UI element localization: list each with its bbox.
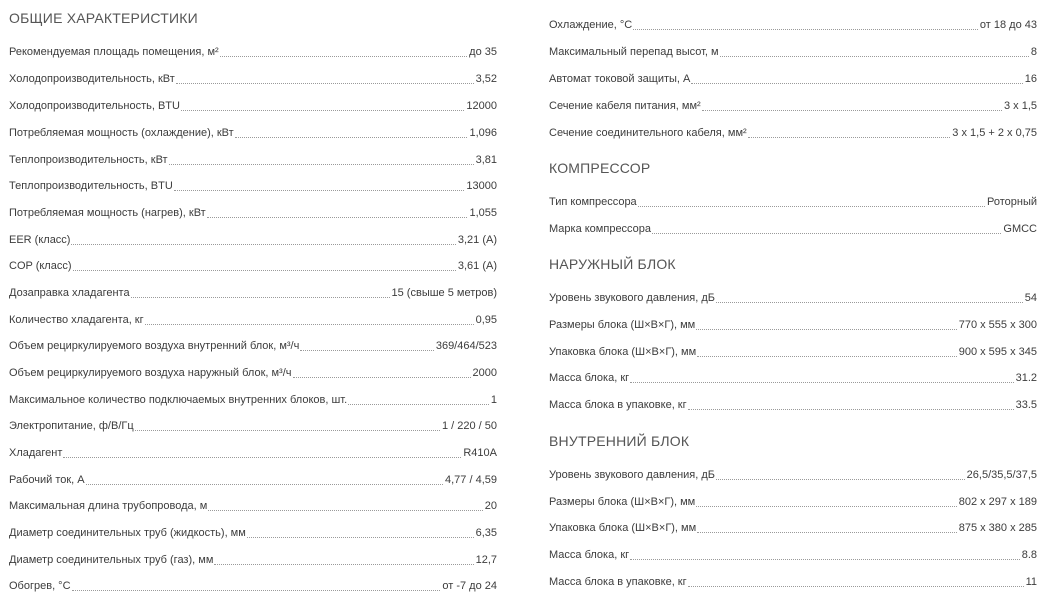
dot-leader	[652, 232, 1001, 234]
spec-row	[9, 471, 497, 487]
spec-value: 8.8	[1021, 549, 1037, 561]
section-title-outdoor-unit: НАРУЖНЫЙ БЛОК	[549, 256, 676, 272]
dot-leader	[638, 205, 985, 207]
spec-row	[9, 551, 497, 567]
spec-label: Размеры блока (Ш×В×Г), мм	[549, 496, 696, 508]
dot-leader	[145, 323, 474, 325]
dot-leader	[300, 349, 433, 351]
spec-row	[9, 204, 497, 220]
spec-label: Объем рециркулируемого воздуха внутренний блок, м³/ч	[9, 340, 300, 352]
dot-leader	[691, 82, 1022, 84]
spec-value: 6,35	[475, 527, 497, 539]
spec-value: 33.5	[1015, 399, 1037, 411]
spec-value: 3 x 1,5	[1003, 100, 1037, 112]
spec-row	[549, 343, 1037, 359]
dot-leader	[696, 505, 956, 507]
spec-row	[549, 124, 1037, 140]
spec-row	[549, 316, 1037, 332]
spec-value: 900 x 595 x 345	[958, 346, 1037, 358]
dot-leader	[71, 243, 455, 245]
spec-value: 16	[1024, 73, 1037, 85]
spec-row	[549, 43, 1037, 59]
spec-row	[9, 151, 497, 167]
spec-label: Уровень звукового давления, дБ	[549, 469, 715, 481]
spec-value: 770 x 555 x 300	[958, 319, 1037, 331]
dot-leader	[207, 216, 468, 218]
spec-label: Масса блока, кг	[549, 372, 630, 384]
spec-label: Объем рециркулируемого воздуха наружный блок, м³/ч	[9, 367, 292, 379]
spec-row	[549, 16, 1037, 32]
spec-row	[9, 257, 497, 273]
dot-leader	[630, 381, 1013, 383]
spec-label: Потребляемая мощность (нагрев), кВт	[9, 207, 206, 219]
dot-leader	[633, 28, 978, 30]
dot-leader	[235, 136, 468, 138]
dot-leader	[135, 429, 440, 431]
spec-row	[549, 546, 1037, 562]
spec-value: 2000	[472, 367, 497, 379]
spec-value: 802 x 297 x 189	[958, 496, 1037, 508]
spec-value: 1,096	[469, 127, 497, 139]
spec-label: Уровень звукового давления, дБ	[549, 292, 715, 304]
spec-row	[549, 493, 1037, 509]
spec-value: 15 (свыше 5 метров)	[391, 287, 497, 299]
dot-leader	[174, 189, 465, 191]
dot-leader	[697, 531, 957, 533]
spec-value: 3,61 (A)	[457, 260, 497, 272]
spec-value: 3 x 1,5 + 2 x 0,75	[952, 127, 1037, 139]
spec-value: 1,055	[469, 207, 497, 219]
dot-leader	[688, 408, 1014, 410]
spec-value: 3,21 (A)	[457, 234, 497, 246]
spec-value: 3,52	[475, 73, 497, 85]
spec-label: Диаметр соединительных труб (жидкость), мм	[9, 527, 246, 539]
spec-label: Диаметр соединительных труб (газ), мм	[9, 554, 214, 566]
dot-leader	[720, 55, 1029, 57]
spec-value: Роторный	[986, 196, 1037, 208]
spec-row	[9, 70, 497, 86]
dot-leader	[176, 82, 474, 84]
dot-leader	[220, 55, 467, 57]
spec-row	[9, 97, 497, 113]
spec-label: Рекомендуемая площадь помещения, м²	[9, 46, 219, 58]
spec-row	[549, 70, 1037, 86]
spec-label: Масса блока в упаковке, кг	[549, 399, 687, 411]
spec-label: Охлаждение, °С	[549, 19, 633, 31]
spec-label: Максимальное количество подключаемых внутренних блоков, шт.	[9, 394, 348, 406]
spec-label: Дозаправка хладагента	[9, 287, 130, 299]
spec-value: GMCC	[1003, 223, 1037, 235]
spec-value: 12,7	[475, 554, 497, 566]
dot-leader	[293, 376, 471, 378]
spec-label: Размеры блока (Ш×В×Г), мм	[549, 319, 696, 331]
spec-value: 369/464/523	[435, 340, 497, 352]
spec-label: Марка компрессора	[549, 223, 652, 235]
spec-label: Обогрев, °С	[9, 580, 71, 592]
spec-row	[549, 519, 1037, 535]
spec-row	[9, 524, 497, 540]
dot-leader	[169, 163, 474, 165]
spec-label: Рабочий ток, А	[9, 474, 85, 486]
dot-leader	[214, 563, 473, 565]
spec-label: Холодопроизводительность, BTU	[9, 100, 180, 112]
spec-value: 1 / 220 / 50	[441, 420, 497, 432]
spec-label: COP (класс)	[9, 260, 72, 272]
spec-label: Тип компрессора	[549, 196, 637, 208]
spec-label: Масса блока в упаковке, кг	[549, 576, 687, 588]
spec-row	[549, 573, 1037, 589]
spec-row	[9, 124, 497, 140]
spec-label: Упаковка блока (Ш×В×Г), мм	[549, 522, 697, 534]
spec-value: 31.2	[1015, 372, 1037, 384]
dot-leader	[696, 328, 956, 330]
section-title-indoor-unit: ВНУТРЕННИЙ БЛОК	[549, 433, 690, 449]
spec-label: Теплопроизводительность, BTU	[9, 180, 173, 192]
spec-row	[9, 497, 497, 513]
spec-value: R410A	[463, 447, 497, 459]
spec-value: 13000	[466, 180, 497, 192]
spec-label: EER (класс)	[9, 234, 71, 246]
spec-label: Масса блока, кг	[549, 549, 630, 561]
spec-value: 1	[490, 394, 497, 406]
spec-row	[9, 177, 497, 193]
dot-leader	[688, 585, 1024, 587]
spec-row	[9, 284, 497, 300]
spec-value: 8	[1030, 46, 1037, 58]
spec-row	[549, 289, 1037, 305]
spec-row	[9, 311, 497, 327]
spec-label: Количество хладагента, кг	[9, 314, 144, 326]
spec-value: от -7 до 24	[442, 580, 497, 592]
spec-row	[549, 220, 1037, 236]
dot-leader	[86, 483, 443, 485]
dot-leader	[716, 301, 1023, 303]
spec-row	[9, 417, 497, 433]
spec-label: Максимальный перепад высот, м	[549, 46, 719, 58]
spec-label: Автомат токовой защиты, А	[549, 73, 691, 85]
spec-row	[549, 193, 1037, 209]
section-title-compressor: КОМПРЕССОР	[549, 160, 651, 176]
spec-row	[9, 337, 497, 353]
dot-leader	[63, 456, 461, 458]
spec-label: Потребляемая мощность (охлаждение), кВт	[9, 127, 234, 139]
dot-leader	[748, 136, 951, 138]
spec-row	[9, 391, 497, 407]
spec-row	[549, 466, 1037, 482]
spec-label: Электропитание, ф/В/Гц	[9, 420, 134, 432]
spec-row	[9, 43, 497, 59]
spec-value: от 18 до 43	[979, 19, 1037, 31]
spec-value: 54	[1024, 292, 1037, 304]
spec-value: 11	[1025, 576, 1037, 588]
spec-label: Сечение кабеля питания, мм²	[549, 100, 701, 112]
spec-row	[549, 97, 1037, 113]
dot-leader	[630, 558, 1020, 560]
spec-value: 20	[484, 500, 497, 512]
dot-leader	[247, 536, 474, 538]
spec-label: Сечение соединительного кабеля, мм²	[549, 127, 747, 139]
spec-row	[9, 231, 497, 247]
dot-leader	[131, 296, 390, 298]
spec-value: 26,5/35,5/37,5	[966, 469, 1037, 481]
spec-value: 875 x 380 x 285	[958, 522, 1037, 534]
dot-leader	[702, 109, 1002, 111]
spec-label: Упаковка блока (Ш×В×Г), мм	[549, 346, 697, 358]
spec-value: 3,81	[475, 154, 497, 166]
dot-leader	[348, 403, 489, 405]
spec-row	[549, 396, 1037, 412]
spec-row	[9, 364, 497, 380]
spec-value: 0,95	[475, 314, 497, 326]
spec-value: 12000	[466, 100, 497, 112]
spec-value: до 35	[469, 46, 497, 58]
section-title-general: ОБЩИЕ ХАРАКТЕРИСТИКИ	[9, 10, 198, 26]
dot-leader	[697, 355, 957, 357]
spec-label: Теплопроизводительность, кВт	[9, 154, 168, 166]
dot-leader	[73, 269, 456, 271]
dot-leader	[181, 109, 464, 111]
spec-value: 4,77 / 4,59	[445, 474, 497, 486]
spec-label: Максимальная длина трубопровода, м	[9, 500, 208, 512]
spec-label: Хладагент	[9, 447, 63, 459]
dot-leader	[208, 509, 482, 511]
spec-label: Холодопроизводительность, кВт	[9, 73, 175, 85]
spec-row	[549, 369, 1037, 385]
dot-leader	[716, 478, 965, 480]
spec-row	[9, 444, 497, 460]
